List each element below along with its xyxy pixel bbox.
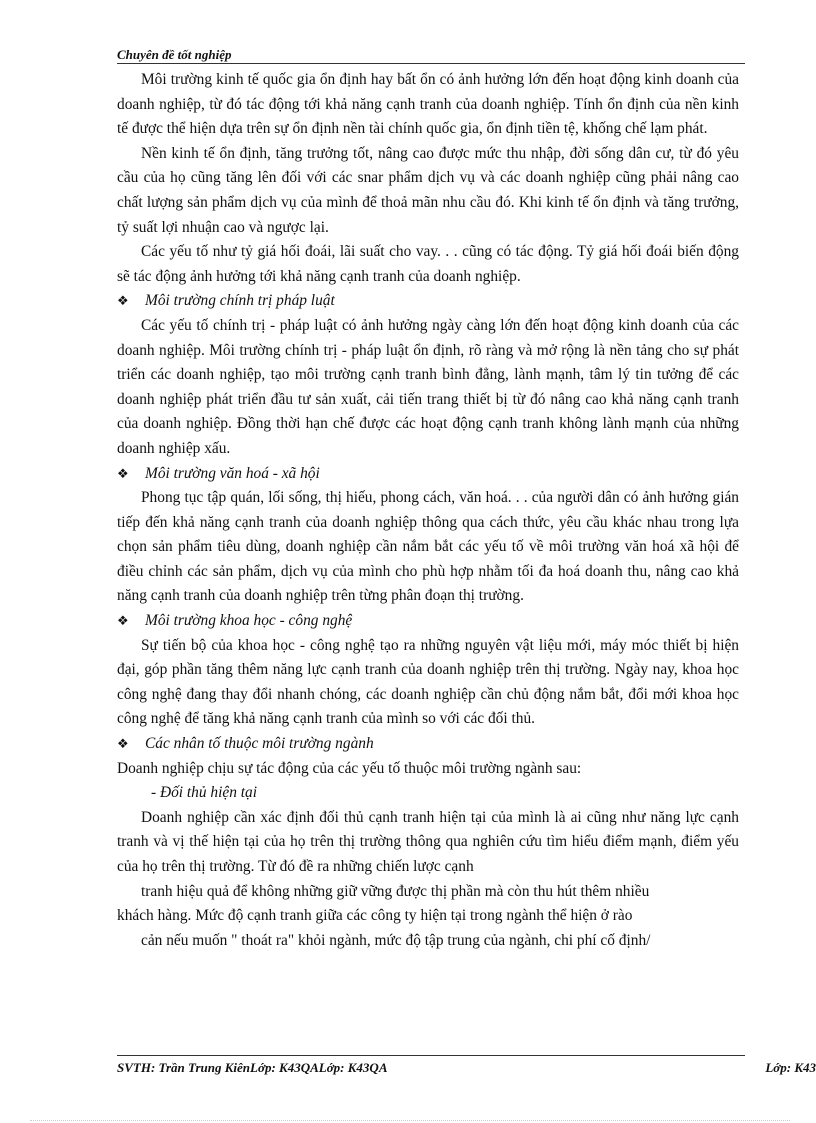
page-footer bbox=[117, 1060, 816, 1076]
footer-author: SVTH: Trần Trung KiênLớp: K43QALớp: K43QA bbox=[117, 1060, 388, 1075]
paragraph: Sự tiến bộ của khoa học - công nghệ tạo ra những nguyên vật liệu mới, máy móc thiết bị hiện đại, góp phần tăng thêm năng lực cạnh tranh của doanh nghiệp trên thị trường. Ngày nay, khoa học công nghệ đang thay đổi nhanh chóng, các doanh nghiệp cần chủ động nắm bắt, đổi mới khoa học công nghệ để tăng khả năng cạnh tranh của mình so với các đối thủ. bbox=[117, 636, 739, 728]
diamond-bullet-icon: ❖ bbox=[117, 736, 129, 752]
diamond-bullet-icon: ❖ bbox=[117, 293, 129, 309]
page-edge-divider bbox=[30, 1120, 790, 1121]
footer-divider bbox=[117, 1055, 745, 1056]
paragraph: Doanh nghiệp cần xác định đối thủ cạnh tranh hiện tại của mình là ai cũng như năng lực cạnh tranh và vị thế hiện tại của họ trên thị trường thông qua nghiên cứu tìm hiểu điểm mạnh, điểm yếu của họ trên thị trường. Từ đó đề ra những chiến lược cạnh bbox=[117, 808, 739, 875]
diamond-bullet-icon: ❖ bbox=[117, 465, 129, 481]
section-heading: ❖ Môi trường văn hoá - xã hội bbox=[117, 462, 739, 487]
paragraph: Phong tục tập quán, lối sống, thị hiếu, phong cách, văn hoá. . . của người dân có ảnh hưởng gián tiếp đến khả năng cạnh tranh của doanh nghiệp thông qua cách thức, yêu cầu khác nhau trong lựa chọn sản phẩm tiêu dùng, doanh nghiệp cần nắm bắt các yếu tố về môi trường văn hoá xã hội để điều chỉnh các sản phẩm, dịch vụ của mình cho phù hợp nhằm tối đa hoá doanh thu, nâng cao khả năng cạnh tranh của doanh nghiệp trên từng phân đoạn thị trường. bbox=[117, 489, 739, 605]
page-header bbox=[117, 46, 745, 64]
header-title: Chuyên đề tốt nghiệp bbox=[117, 47, 232, 62]
paragraph: Các yếu tố như tỷ giá hối đoái, lãi suất cho vay. . . cũng có tác động. Tỷ giá hối đoái biến động sẽ tác động ảnh hưởng tới khả năng cạnh tranh của doanh nghiệp. bbox=[117, 243, 739, 285]
paragraph: Doanh nghiệp chịu sự tác động của các yếu tố thuộc môi trường ngành sau: bbox=[117, 759, 582, 777]
paragraph: khách hàng. Mức độ cạnh tranh giữa các công ty hiện tại trong ngành thể hiện ở rào bbox=[117, 907, 633, 925]
sub-heading: - Đối thủ hiện tại bbox=[151, 784, 258, 802]
paragraph: cản nếu muốn " thoát ra" khỏi ngành, mức độ tập trung của ngành, chi phí cố định/ bbox=[141, 931, 651, 949]
footer-class: Lớp: K43 bbox=[765, 1060, 816, 1075]
section-heading: ❖ Môi trường chính trị pháp luật bbox=[117, 289, 739, 314]
section-heading: ❖ Các nhân tố thuộc môi trường ngành bbox=[117, 732, 739, 757]
paragraph: tranh hiệu quả để không những giữ vững được thị phần mà còn thu hút thêm nhiều bbox=[141, 882, 650, 900]
paragraph: Các yếu tố chính trị - pháp luật có ảnh hưởng ngày càng lớn đến hoạt động kinh doanh của các doanh nghiệp. Môi trường chính trị - pháp luật ổn định, rõ ràng và mở rộng là nền tảng cho sự phát triển các doanh nghiệp, tạo môi trường cạnh tranh bình đẳng, lành mạnh, tâm lý tin tưởng để các doanh nghiệp phát triển đầu tư sản xuất, cải tiến trang thiết bị từ đó nâng cao khả năng cạnh tranh của doanh nghiệp. Đồng thời hạn chế được các hoạt động cạnh tranh không lành mạnh của những doanh nghiệp xấu. bbox=[117, 316, 739, 457]
section-heading: ❖ Môi trường khoa học - công nghệ bbox=[117, 609, 739, 634]
paragraph: Nền kinh tế ổn định, tăng trưởng tốt, nâng cao được mức thu nhập, đời sống dân cư, từ đó yêu cầu của họ cũng tăng lên đối với các snar phẩm dịch vụ và các doanh nghiệp cũng phải nâng cao chất lượng sản phẩm dịch vụ của mình để thoả mãn nhu cầu đó. Khi kinh tế ổn định và tăng trưởng, tỷ suất lợi nhuận cao và ngược lại. bbox=[117, 144, 739, 236]
document-body bbox=[117, 68, 739, 953]
diamond-bullet-icon: ❖ bbox=[117, 613, 129, 629]
paragraph: Môi trường kinh tế quốc gia ổn định hay bất ổn có ảnh hưởng lớn đến hoạt động kinh doanh của doanh nghiệp, từ đó tác động tới khả năng cạnh tranh của doanh nghiệp. Tính ổn định của nền kinh tế được thể hiện dựa trên sự ổn định nền tài chính quốc gia, ổn định tiền tệ, khống chế lạm phát. bbox=[117, 71, 739, 138]
